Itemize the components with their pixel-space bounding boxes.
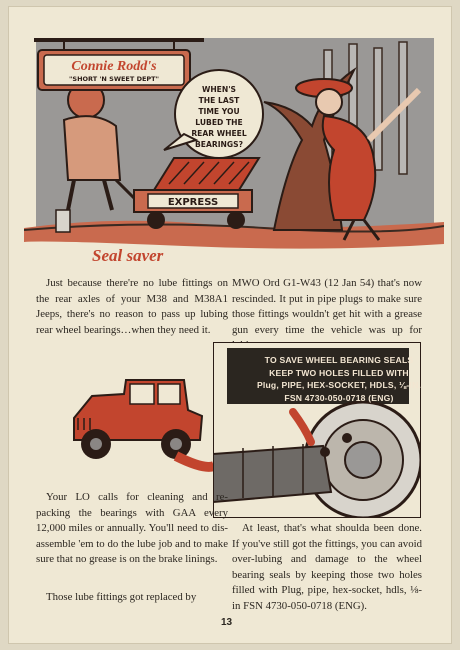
paragraph-2: MWO Ord G1-W43 (12 Jan 54) that's now rescinded. It put in pipe plugs to make sure those fittings wouldn't get hit with a grease gun every time the vehicle was up for [232,277,422,336]
paragraph-4: Those lube fittings got replaced by [46,591,197,603]
sign-title: Connie Rodd's [71,59,157,74]
speech-line: LUBED THE [195,118,243,127]
speech-line: THE LAST [198,96,240,105]
notice-line: TO SAVE WHEEL BEARING SEALS [264,355,414,365]
paragraph-1: Just because there're no lube fittings on the rear axles of your M38 and M38A1 Jeeps, there's no reason to pass up lubing rear wheel bearings…when they need it. [36,277,228,336]
jeep-illustration [64,366,214,476]
paragraph-5: At least, that's what shoulda been done. If you've still got the fittings, you can avoid over-lubing and damage to the wheel bearing seals by keeping those two holes filled with Plug, pipe, hex-socket, hdls, ⅛-in FSN 4730-050-0718 (ENG). [232,522,422,612]
sign-subtitle: "SHORT 'N SWEET DEPT" [69,75,159,83]
speech-line: BEARINGS? [195,140,243,149]
notice-line: KEEP TWO HOLES FILLED WITH [269,367,409,378]
section-heading: Seal saver [92,246,164,265]
page-number: 13 [221,617,233,628]
notice-line: Plug, PIPE, HEX-SOCKET, HDLS, ⅛-IN. [256,380,422,390]
speech-line: REAR WHEEL [191,129,247,138]
speech-line: WHEN'S [201,85,237,94]
wagon-label: EXPRESS [167,197,219,208]
page [8,6,452,644]
cartoon-illustration [24,30,444,252]
notice-line: FSN 4730-050-0718 (ENG) [284,392,394,403]
notice-box [255,354,423,404]
paragraph-3: Your LO calls for cleaning and re-packing the bearings with GAA every 12,000 miles or annually. You'll need to dis-assemble 'em to do the lube job and to make sure that no grease is on the brake linings. [36,491,228,565]
speech-line: TIME YOU [198,107,240,116]
